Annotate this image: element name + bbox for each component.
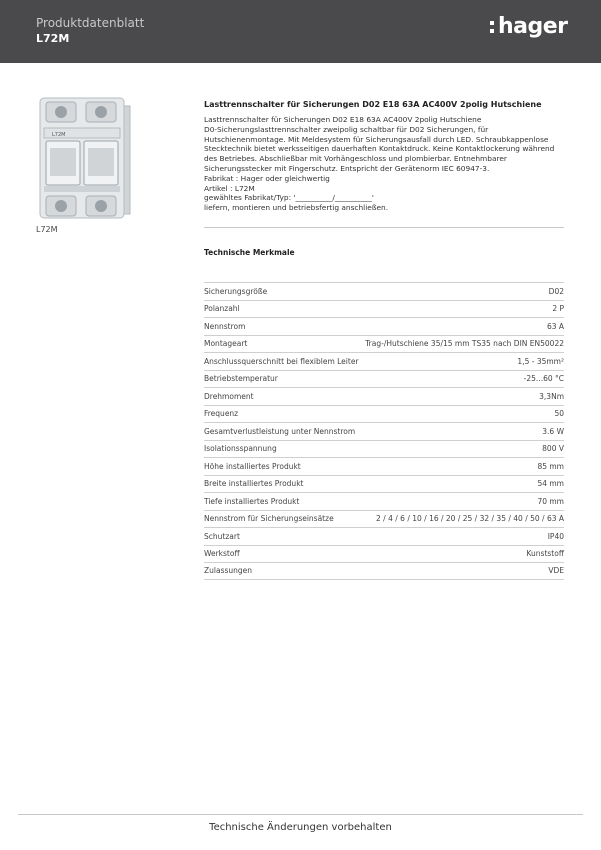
spec-value: Kunststoff: [526, 549, 564, 559]
spec-value: 800 V: [542, 444, 564, 454]
spec-label: Tiefe installiertes Produkt: [204, 496, 300, 506]
spec-label: Gesamtverlustleistung unter Nennstrom: [204, 426, 356, 436]
spec-label: Nennstrom: [204, 321, 246, 331]
spec-value: D02: [548, 286, 564, 296]
spec-label: Frequenz: [204, 409, 239, 419]
logo-wordmark: hager: [498, 14, 568, 39]
spec-row: [204, 527, 564, 545]
spec-value: 54 mm: [537, 479, 564, 489]
spec-row: [204, 440, 564, 458]
product-image: [36, 96, 136, 221]
spec-value: 2 P: [552, 304, 564, 314]
spec-label: Betriebstemperatur: [204, 374, 278, 384]
spec-label: Drehmoment: [204, 391, 254, 401]
description-line: liefern, montieren und betriebsfertig anschließen.: [204, 203, 389, 213]
spec-label: Breite installiertes Produkt: [204, 479, 304, 489]
spec-row: [204, 545, 564, 563]
product-image-caption: L72M: [36, 225, 58, 234]
header-bar: [0, 0, 601, 63]
spec-value: 1,5 - 35mm²: [517, 356, 564, 366]
spec-row: [204, 370, 564, 388]
spec-row: [204, 387, 564, 405]
spec-row: [204, 352, 564, 370]
description-line: Hutschienenmontage. Mit Meldesystem für Sicherungsausfall durch LED. Schraubkappenlose: [204, 134, 549, 144]
spec-value: 50: [554, 409, 564, 419]
spec-row: [204, 405, 564, 423]
description-line: Lasttrennschalter für Sicherungen D02 E18 63A AC400V 2polig Hutschiene: [204, 115, 482, 124]
section-divider: [204, 227, 564, 228]
description-line: D0-Sicherungslasttrennschalter zweipolig schaltbar für D02 Sicherungen, für: [204, 124, 489, 134]
description-line: gewähltes Fabrikat/Typ: '__________/__________': [204, 193, 374, 203]
spec-label: Polanzahl: [204, 304, 240, 314]
spec-label: Schutzart: [204, 531, 240, 541]
product-title: Lasttrennschalter für Sicherungen D02 E18 63A AC400V 2polig Hutschiene: [204, 100, 542, 109]
logo-dots-icon: [490, 21, 495, 37]
spec-label: Nennstrom für Sicherungseinsätze: [204, 514, 334, 524]
description-line: des Betriebes. Abschließbar mit Vorhängeschloss und plombierbar. Entnehmbarer: [204, 154, 507, 164]
spec-row: [204, 422, 564, 440]
spec-value: -25...60 °C: [523, 374, 564, 384]
spec-value: 63 A: [546, 321, 564, 331]
spec-row: [204, 335, 564, 353]
spec-label: Werkstoff: [204, 549, 240, 559]
document-type: Produktdatenblatt: [36, 16, 145, 30]
spec-row: [204, 510, 564, 528]
spec-value: IP40: [547, 531, 564, 541]
description-line: Artikel : L72M: [204, 183, 255, 193]
description-line: Fabrikat : Hager oder gleichwertig: [204, 173, 330, 183]
product-description: [204, 115, 564, 213]
description-line: Sicherungsstecker mit Fingerschutz. Entspricht der Gerätenorm IEC 60947-3.: [204, 163, 490, 173]
spec-value: 3,3Nm: [539, 391, 564, 401]
device-label: L72M: [52, 132, 66, 138]
specs-title: Technische Merkmale: [204, 248, 295, 257]
spec-label: Isolationsspannung: [204, 444, 277, 454]
spec-label: Sicherungsgröße: [204, 286, 268, 296]
spec-row: [204, 457, 564, 475]
spec-value: Trag-/Hutschiene 35/15 mm TS35 nach DIN EN50022: [365, 339, 564, 349]
spec-value: 70 mm: [537, 496, 564, 506]
spec-label: Höhe installiertes Produkt: [204, 461, 301, 471]
specs-table: [204, 282, 564, 580]
spec-row: [204, 492, 564, 510]
description-line: Stecktechnik bietet werksseitigen dauerhaften Kontaktdruck. Keine Kontaktlockerung während: [204, 144, 555, 154]
spec-row: [204, 317, 564, 335]
hager-logo: [490, 16, 570, 44]
spec-row: [204, 562, 564, 580]
spec-value: VDE: [548, 566, 564, 576]
spec-row: [204, 282, 564, 300]
spec-label: Anschlussquerschnitt bei flexiblem Leiter: [204, 356, 359, 366]
spec-value: 85 mm: [537, 461, 564, 471]
spec-row: [204, 300, 564, 318]
product-code: L72M: [36, 32, 70, 45]
spec-value: 2 / 4 / 6 / 10 / 16 / 20 / 25 / 32 / 35 / 40 / 50 / 63 A: [376, 514, 564, 524]
spec-label: Montageart: [204, 339, 248, 349]
spec-row: [204, 475, 564, 493]
footer-divider: [18, 814, 583, 815]
spec-label: Zulassungen: [204, 566, 253, 576]
spec-value: 3.6 W: [542, 426, 564, 436]
footer-note: Technische Änderungen vorbehalten: [209, 822, 392, 833]
